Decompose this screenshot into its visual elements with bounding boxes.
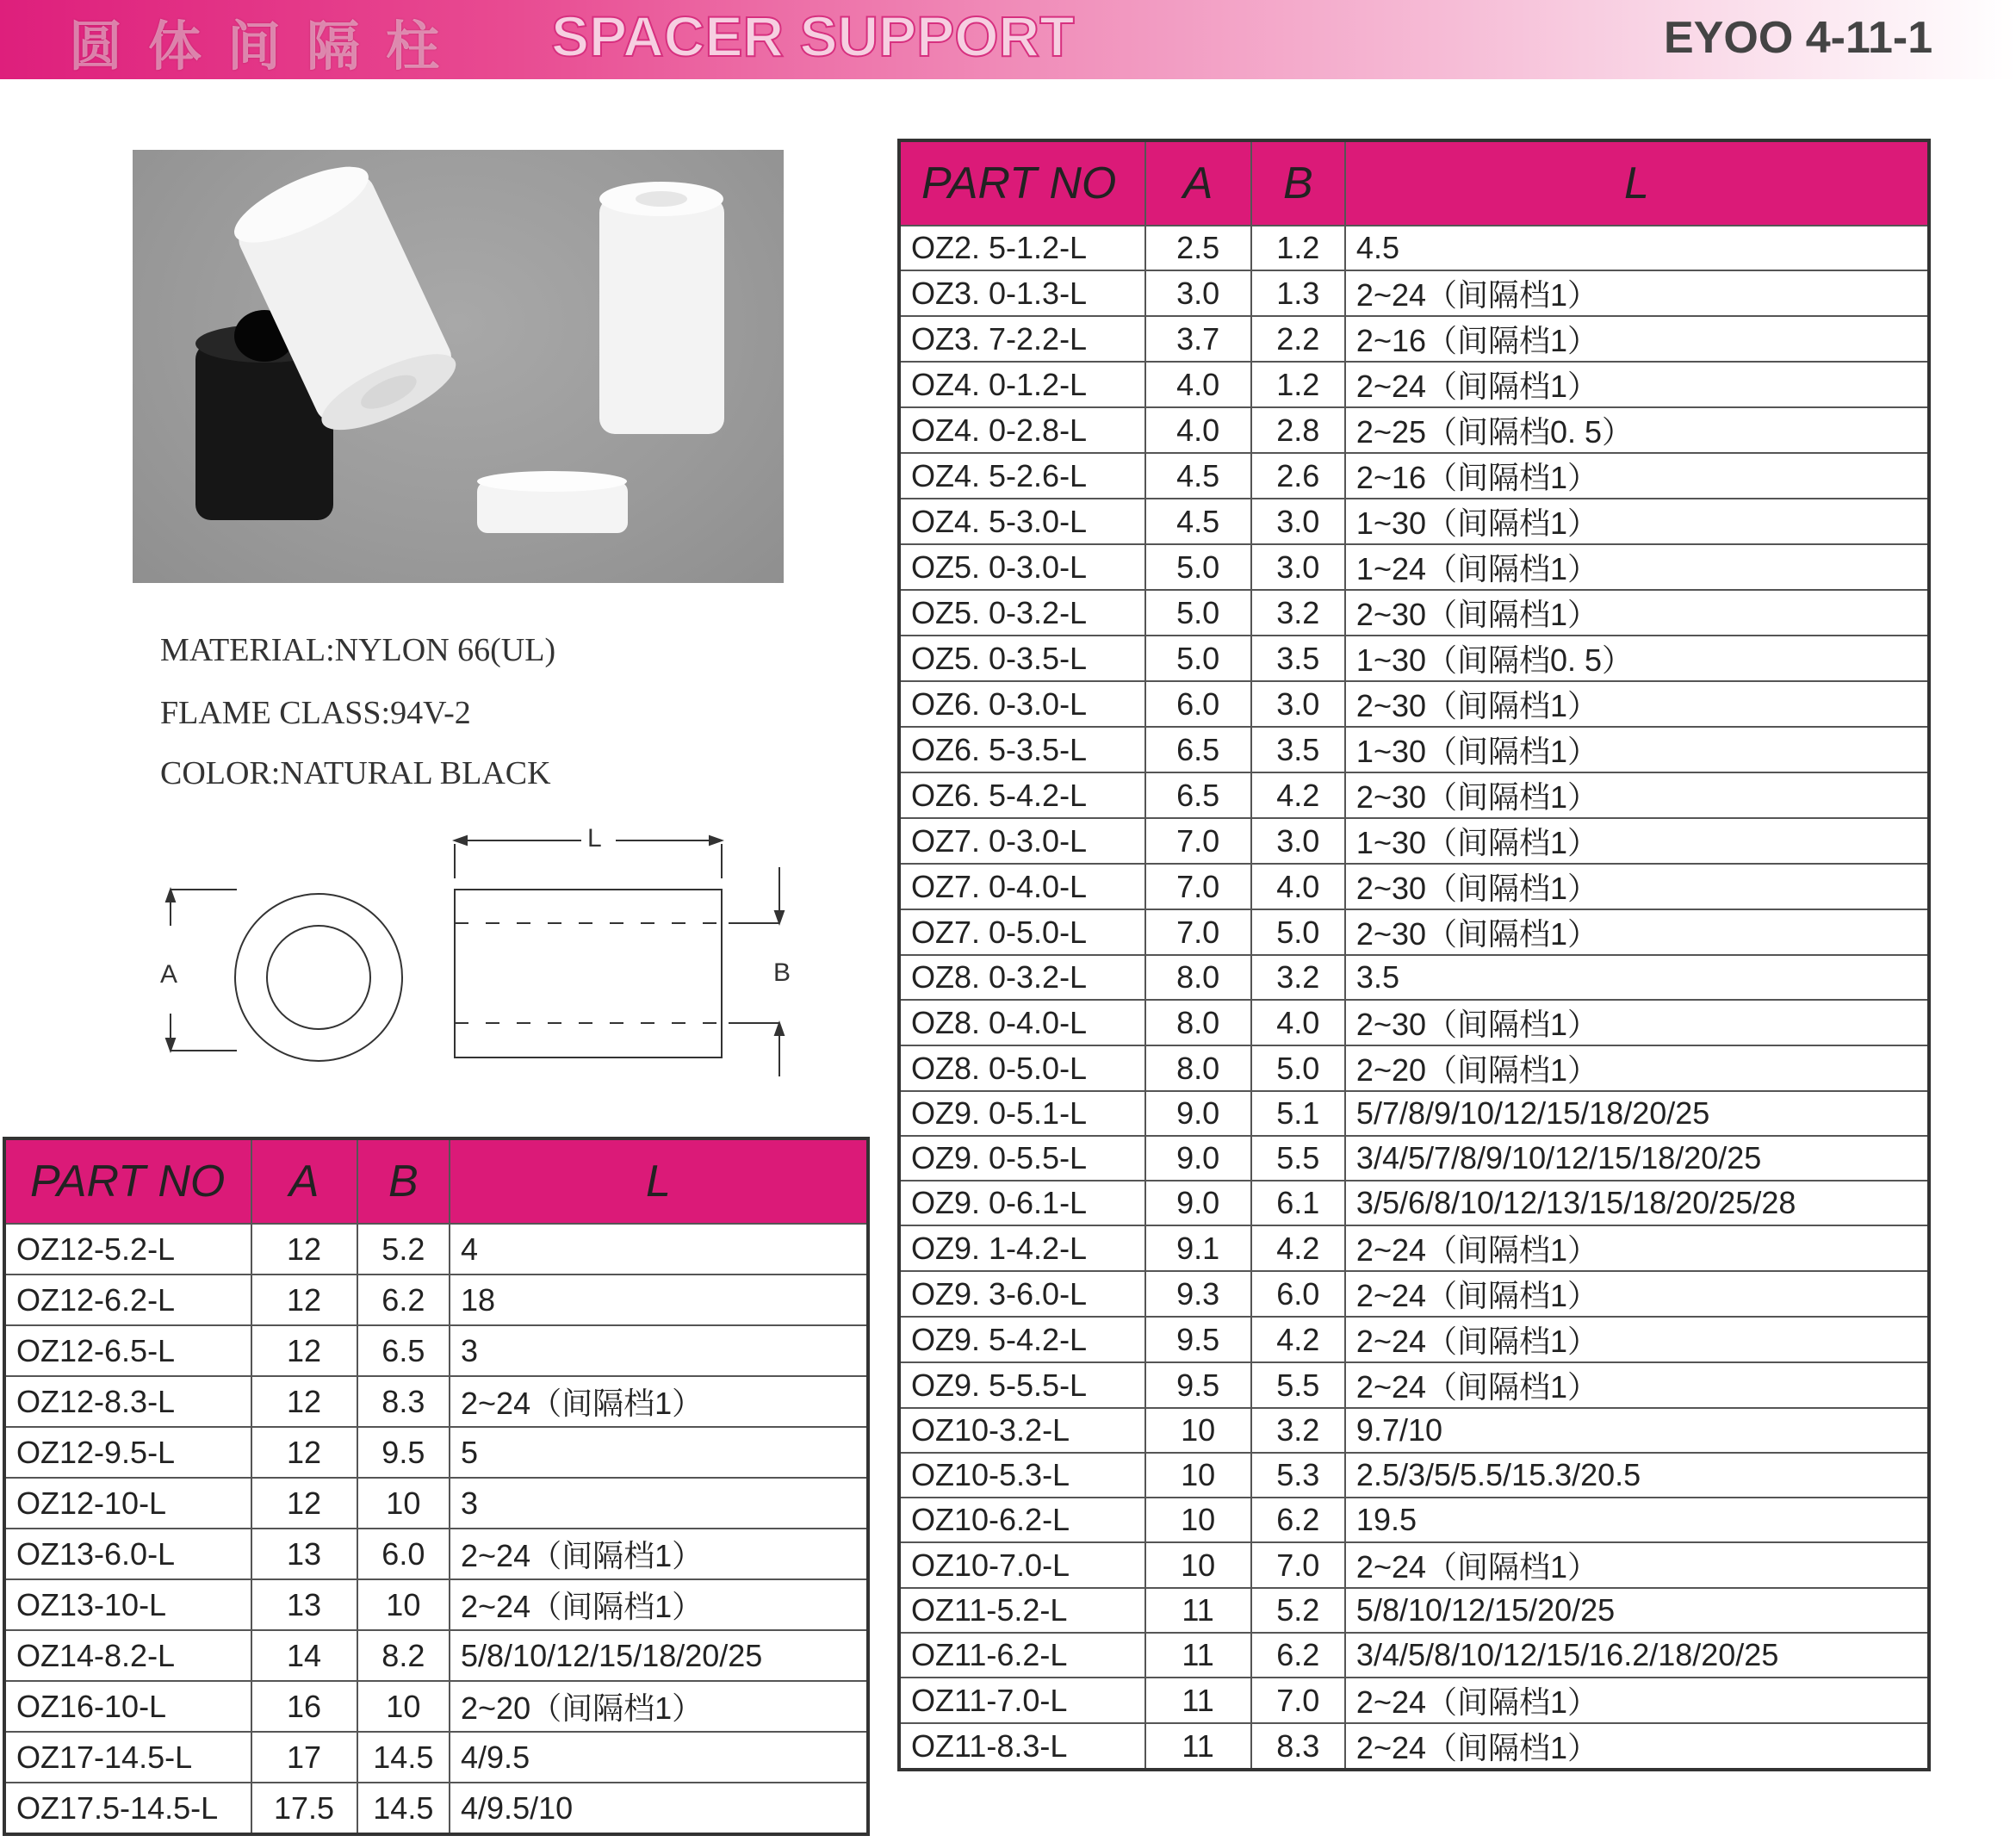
b-value-cell: 7.0 (1251, 1542, 1345, 1588)
a-value-cell: 11 (1145, 1678, 1251, 1723)
table-row (4, 1783, 868, 1834)
l-value-cell: 5/7/8/9/10/12/15/18/20/25 (1345, 1091, 1929, 1136)
part-no-cell: OZ4. 5-2.6-L (899, 453, 1145, 499)
l-value-cell: 3/4/5/8/10/12/15/16.2/18/20/25 (1345, 1633, 1929, 1678)
table-row (899, 1408, 1929, 1453)
l-value-cell: 2~20（间隔档1） (1345, 1045, 1929, 1091)
table-row (899, 270, 1929, 316)
a-value-cell: 11 (1145, 1588, 1251, 1633)
b-value-cell: 3.5 (1251, 727, 1345, 772)
table-row (899, 407, 1929, 453)
a-value-cell: 13 (251, 1579, 357, 1630)
part-no-cell: OZ11-5.2-L (899, 1588, 1145, 1633)
dimension-diagram (146, 814, 801, 1098)
a-value-cell: 10 (1145, 1453, 1251, 1498)
header-banner (0, 0, 2016, 79)
b-value-cell: 3.2 (1251, 1408, 1345, 1453)
a-value-cell: 12 (251, 1224, 357, 1275)
part-no-cell: OZ5. 0-3.5-L (899, 636, 1145, 681)
b-value-cell: 8.3 (357, 1376, 450, 1427)
a-value-cell: 9.5 (1145, 1317, 1251, 1362)
table-row (4, 1224, 868, 1275)
table-row (899, 1136, 1929, 1181)
b-value-cell: 5.0 (1251, 909, 1345, 955)
flame-class-spec: FLAME CLASS:94V-2 (160, 695, 471, 731)
b-value-cell: 2.8 (1251, 407, 1345, 453)
b-value-cell: 4.0 (1251, 864, 1345, 909)
table-row (899, 1091, 1929, 1136)
part-no-cell: OZ7. 0-3.0-L (899, 818, 1145, 864)
l-value-cell: 3 (450, 1478, 868, 1529)
column-header-part-no: PART NO (899, 140, 1145, 226)
part-no-cell: OZ5. 0-3.2-L (899, 590, 1145, 636)
parts-table-left (3, 1137, 870, 1836)
table-row (4, 1732, 868, 1783)
part-no-cell: OZ4. 0-1.2-L (899, 362, 1145, 407)
a-value-cell: 8.0 (1145, 955, 1251, 1000)
b-value-cell: 1.2 (1251, 362, 1345, 407)
table-row (4, 1579, 868, 1630)
table-row (899, 1000, 1929, 1045)
l-value-cell: 2~24（间隔档1） (1345, 270, 1929, 316)
table-row (899, 544, 1929, 590)
b-value-cell: 5.5 (1251, 1136, 1345, 1181)
a-value-cell: 13 (251, 1529, 357, 1579)
l-value-cell: 2~24（间隔档1） (1345, 1271, 1929, 1317)
a-value-cell: 4.0 (1145, 362, 1251, 407)
part-no-cell: OZ8. 0-4.0-L (899, 1000, 1145, 1045)
b-value-cell: 10 (357, 1478, 450, 1529)
table-row (4, 1630, 868, 1681)
b-value-cell: 6.2 (357, 1275, 450, 1325)
l-value-cell: 3.5 (1345, 955, 1929, 1000)
b-value-cell: 6.0 (357, 1529, 450, 1579)
l-value-cell: 18 (450, 1275, 868, 1325)
a-value-cell: 5.0 (1145, 544, 1251, 590)
b-value-cell: 3.2 (1251, 955, 1345, 1000)
l-value-cell: 4/9.5/10 (450, 1783, 868, 1834)
l-value-cell: 2.5/3/5/5.5/15.3/20.5 (1345, 1453, 1929, 1498)
table-row (4, 1478, 868, 1529)
a-value-cell: 11 (1145, 1633, 1251, 1678)
dimension-label-a: A (160, 960, 178, 989)
l-value-cell: 2~16（间隔档1） (1345, 453, 1929, 499)
l-value-cell: 1~30（间隔档1） (1345, 727, 1929, 772)
a-value-cell: 9.0 (1145, 1136, 1251, 1181)
b-value-cell: 6.2 (1251, 1498, 1345, 1542)
b-value-cell: 3.0 (1251, 681, 1345, 727)
a-value-cell: 6.5 (1145, 772, 1251, 818)
part-no-cell: OZ9. 5-5.5-L (899, 1362, 1145, 1408)
table-row (899, 727, 1929, 772)
table-row (899, 772, 1929, 818)
part-no-cell: OZ12-10-L (4, 1478, 251, 1529)
a-value-cell: 8.0 (1145, 1045, 1251, 1091)
b-value-cell: 6.2 (1251, 1633, 1345, 1678)
part-no-cell: OZ9. 5-4.2-L (899, 1317, 1145, 1362)
part-no-cell: OZ11-6.2-L (899, 1633, 1145, 1678)
l-value-cell: 2~24（间隔档1） (1345, 1723, 1929, 1770)
title-english: SPACER SUPPORT (551, 4, 1075, 68)
a-value-cell: 9.0 (1145, 1091, 1251, 1136)
table-row (899, 1181, 1929, 1225)
l-value-cell: 2~30（间隔档1） (1345, 1000, 1929, 1045)
b-value-cell: 6.0 (1251, 1271, 1345, 1317)
color-spec: COLOR:NATURAL BLACK (160, 755, 551, 791)
table-row (899, 1362, 1929, 1408)
part-no-cell: OZ9. 3-6.0-L (899, 1271, 1145, 1317)
a-value-cell: 12 (251, 1478, 357, 1529)
part-no-cell: OZ10-6.2-L (899, 1498, 1145, 1542)
b-value-cell: 6.5 (357, 1325, 450, 1376)
b-value-cell: 5.5 (1251, 1362, 1345, 1408)
table-row (4, 1275, 868, 1325)
table-row (899, 909, 1929, 955)
part-no-cell: OZ8. 0-5.0-L (899, 1045, 1145, 1091)
part-no-cell: OZ7. 0-5.0-L (899, 909, 1145, 955)
table-row (4, 1529, 868, 1579)
l-value-cell: 1~30（间隔档0. 5） (1345, 636, 1929, 681)
l-value-cell: 4.5 (1345, 226, 1929, 270)
l-value-cell: 1~24（间隔档1） (1345, 544, 1929, 590)
table-row (899, 362, 1929, 407)
l-value-cell: 2~16（间隔档1） (1345, 316, 1929, 362)
l-value-cell: 3/5/6/8/10/12/13/15/18/20/25/28 (1345, 1181, 1929, 1225)
table-row (899, 1723, 1929, 1770)
a-value-cell: 4.5 (1145, 499, 1251, 544)
b-value-cell: 3.5 (1251, 636, 1345, 681)
a-value-cell: 4.5 (1145, 453, 1251, 499)
l-value-cell: 2~30（间隔档1） (1345, 864, 1929, 909)
table-row (899, 1453, 1929, 1498)
a-value-cell: 3.0 (1145, 270, 1251, 316)
part-no-cell: OZ12-8.3-L (4, 1376, 251, 1427)
table-header-row (4, 1138, 868, 1224)
part-no-cell: OZ11-7.0-L (899, 1678, 1145, 1723)
part-no-cell: OZ10-5.3-L (899, 1453, 1145, 1498)
b-value-cell: 10 (357, 1579, 450, 1630)
dimension-label-b: B (773, 958, 791, 987)
l-value-cell: 4 (450, 1224, 868, 1275)
a-value-cell: 9.1 (1145, 1225, 1251, 1271)
table-row (899, 1633, 1929, 1678)
material-spec: MATERIAL:NYLON 66(UL) (160, 632, 556, 668)
l-value-cell: 2~24（间隔档1） (1345, 1678, 1929, 1723)
a-value-cell: 12 (251, 1427, 357, 1478)
part-no-cell: OZ6. 5-4.2-L (899, 772, 1145, 818)
catalog-code: EYOO 4-11-1 (1664, 13, 1933, 63)
l-value-cell: 2~24（间隔档1） (1345, 362, 1929, 407)
b-value-cell: 2.2 (1251, 316, 1345, 362)
parts-table-right (897, 139, 1931, 1771)
a-value-cell: 7.0 (1145, 909, 1251, 955)
a-value-cell: 17 (251, 1732, 357, 1783)
part-no-cell: OZ10-7.0-L (899, 1542, 1145, 1588)
part-no-cell: OZ17.5-14.5-L (4, 1783, 251, 1834)
a-value-cell: 10 (1145, 1498, 1251, 1542)
part-no-cell: OZ10-3.2-L (899, 1408, 1145, 1453)
part-no-cell: OZ5. 0-3.0-L (899, 544, 1145, 590)
b-value-cell: 5.2 (357, 1224, 450, 1275)
l-value-cell: 2~25（间隔档0. 5） (1345, 407, 1929, 453)
table-row (4, 1681, 868, 1732)
a-value-cell: 9.0 (1145, 1181, 1251, 1225)
a-value-cell: 16 (251, 1681, 357, 1732)
part-no-cell: OZ9. 0-6.1-L (899, 1181, 1145, 1225)
column-header-a: A (1145, 140, 1251, 226)
table-row (899, 1225, 1929, 1271)
a-value-cell: 9.3 (1145, 1271, 1251, 1317)
l-value-cell: 1~30（间隔档1） (1345, 499, 1929, 544)
l-value-cell: 9.7/10 (1345, 1408, 1929, 1453)
b-value-cell: 4.2 (1251, 772, 1345, 818)
part-no-cell: OZ9. 0-5.1-L (899, 1091, 1145, 1136)
table-header-row (899, 140, 1929, 226)
b-value-cell: 7.0 (1251, 1678, 1345, 1723)
part-no-cell: OZ9. 1-4.2-L (899, 1225, 1145, 1271)
part-no-cell: OZ3. 0-1.3-L (899, 270, 1145, 316)
l-value-cell: 2~24（间隔档1） (1345, 1362, 1929, 1408)
a-value-cell: 6.0 (1145, 681, 1251, 727)
part-no-cell: OZ2. 5-1.2-L (899, 226, 1145, 270)
l-value-cell: 19.5 (1345, 1498, 1929, 1542)
table-row (899, 1271, 1929, 1317)
table-row (899, 590, 1929, 636)
table-row (899, 316, 1929, 362)
part-no-cell: OZ13-10-L (4, 1579, 251, 1630)
a-value-cell: 12 (251, 1376, 357, 1427)
b-value-cell: 2.6 (1251, 453, 1345, 499)
column-header-part-no: PART NO (4, 1138, 251, 1224)
a-value-cell: 12 (251, 1325, 357, 1376)
b-value-cell: 9.5 (357, 1427, 450, 1478)
table-row (899, 681, 1929, 727)
a-value-cell: 4.0 (1145, 407, 1251, 453)
part-no-cell: OZ7. 0-4.0-L (899, 864, 1145, 909)
b-value-cell: 8.2 (357, 1630, 450, 1681)
b-value-cell: 3.0 (1251, 818, 1345, 864)
b-value-cell: 3.0 (1251, 544, 1345, 590)
b-value-cell: 6.1 (1251, 1181, 1345, 1225)
a-value-cell: 3.7 (1145, 316, 1251, 362)
b-value-cell: 10 (357, 1681, 450, 1732)
b-value-cell: 3.2 (1251, 590, 1345, 636)
part-no-cell: OZ12-9.5-L (4, 1427, 251, 1478)
b-value-cell: 1.3 (1251, 270, 1345, 316)
column-header-b: B (1251, 140, 1345, 226)
part-no-cell: OZ17-14.5-L (4, 1732, 251, 1783)
a-value-cell: 8.0 (1145, 1000, 1251, 1045)
part-no-cell: OZ12-6.2-L (4, 1275, 251, 1325)
table-row (4, 1376, 868, 1427)
a-value-cell: 11 (1145, 1723, 1251, 1770)
table-row (899, 1498, 1929, 1542)
a-value-cell: 7.0 (1145, 864, 1251, 909)
b-value-cell: 5.2 (1251, 1588, 1345, 1633)
table-row (899, 453, 1929, 499)
a-value-cell: 2.5 (1145, 226, 1251, 270)
l-value-cell: 2~30（间隔档1） (1345, 772, 1929, 818)
a-value-cell: 17.5 (251, 1783, 357, 1834)
l-value-cell: 2~20（间隔档1） (450, 1681, 868, 1732)
table-row (899, 818, 1929, 864)
table-row (899, 1317, 1929, 1362)
l-value-cell: 3/4/5/7/8/9/10/12/15/18/20/25 (1345, 1136, 1929, 1181)
b-value-cell: 4.0 (1251, 1000, 1345, 1045)
part-no-cell: OZ16-10-L (4, 1681, 251, 1732)
part-no-cell: OZ12-5.2-L (4, 1224, 251, 1275)
a-value-cell: 10 (1145, 1408, 1251, 1453)
part-no-cell: OZ6. 5-3.5-L (899, 727, 1145, 772)
part-no-cell: OZ11-8.3-L (899, 1723, 1145, 1770)
dimension-label-l: L (587, 824, 602, 853)
l-value-cell: 2~30（间隔档1） (1345, 590, 1929, 636)
a-value-cell: 10 (1145, 1542, 1251, 1588)
product-photo (133, 150, 784, 583)
l-value-cell: 1~30（间隔档1） (1345, 818, 1929, 864)
b-value-cell: 5.3 (1251, 1453, 1345, 1498)
title-chinese: 圆体间隔柱 (69, 15, 466, 78)
table-row (899, 1678, 1929, 1723)
part-no-cell: OZ8. 0-3.2-L (899, 955, 1145, 1000)
b-value-cell: 14.5 (357, 1783, 450, 1834)
l-value-cell: 5 (450, 1427, 868, 1478)
part-no-cell: OZ9. 0-5.5-L (899, 1136, 1145, 1181)
b-value-cell: 3.0 (1251, 499, 1345, 544)
table-row (899, 499, 1929, 544)
a-value-cell: 6.5 (1145, 727, 1251, 772)
l-value-cell: 4/9.5 (450, 1732, 868, 1783)
l-value-cell: 2~24（间隔档1） (450, 1529, 868, 1579)
l-value-cell: 2~24（间隔档1） (450, 1376, 868, 1427)
a-value-cell: 5.0 (1145, 636, 1251, 681)
table-row (899, 226, 1929, 270)
table-row (4, 1427, 868, 1478)
l-value-cell: 2~30（间隔档1） (1345, 909, 1929, 955)
column-header-l: L (1345, 140, 1929, 226)
column-header-a: A (251, 1138, 357, 1224)
b-value-cell: 5.1 (1251, 1091, 1345, 1136)
table-row (899, 1542, 1929, 1588)
table-row (899, 636, 1929, 681)
table-row (899, 1045, 1929, 1091)
l-value-cell: 5/8/10/12/15/18/20/25 (450, 1630, 868, 1681)
b-value-cell: 8.3 (1251, 1723, 1345, 1770)
a-value-cell: 14 (251, 1630, 357, 1681)
b-value-cell: 4.2 (1251, 1225, 1345, 1271)
column-header-b: B (357, 1138, 450, 1224)
part-no-cell: OZ14-8.2-L (4, 1630, 251, 1681)
part-no-cell: OZ4. 5-3.0-L (899, 499, 1145, 544)
l-value-cell: 3 (450, 1325, 868, 1376)
b-value-cell: 1.2 (1251, 226, 1345, 270)
l-value-cell: 2~24（间隔档1） (450, 1579, 868, 1630)
l-value-cell: 2~30（间隔档1） (1345, 681, 1929, 727)
b-value-cell: 4.2 (1251, 1317, 1345, 1362)
a-value-cell: 5.0 (1145, 590, 1251, 636)
part-no-cell: OZ12-6.5-L (4, 1325, 251, 1376)
b-value-cell: 14.5 (357, 1732, 450, 1783)
a-value-cell: 12 (251, 1275, 357, 1325)
l-value-cell: 5/8/10/12/15/20/25 (1345, 1588, 1929, 1633)
table-row (899, 955, 1929, 1000)
l-value-cell: 2~24（间隔档1） (1345, 1225, 1929, 1271)
a-value-cell: 9.5 (1145, 1362, 1251, 1408)
part-no-cell: OZ4. 0-2.8-L (899, 407, 1145, 453)
table-row (4, 1325, 868, 1376)
table-row (899, 1588, 1929, 1633)
part-no-cell: OZ3. 7-2.2-L (899, 316, 1145, 362)
l-value-cell: 2~24（间隔档1） (1345, 1542, 1929, 1588)
part-no-cell: OZ6. 0-3.0-L (899, 681, 1145, 727)
table-row (899, 864, 1929, 909)
l-value-cell: 2~24（间隔档1） (1345, 1317, 1929, 1362)
column-header-l: L (450, 1138, 868, 1224)
b-value-cell: 5.0 (1251, 1045, 1345, 1091)
part-no-cell: OZ13-6.0-L (4, 1529, 251, 1579)
a-value-cell: 7.0 (1145, 818, 1251, 864)
